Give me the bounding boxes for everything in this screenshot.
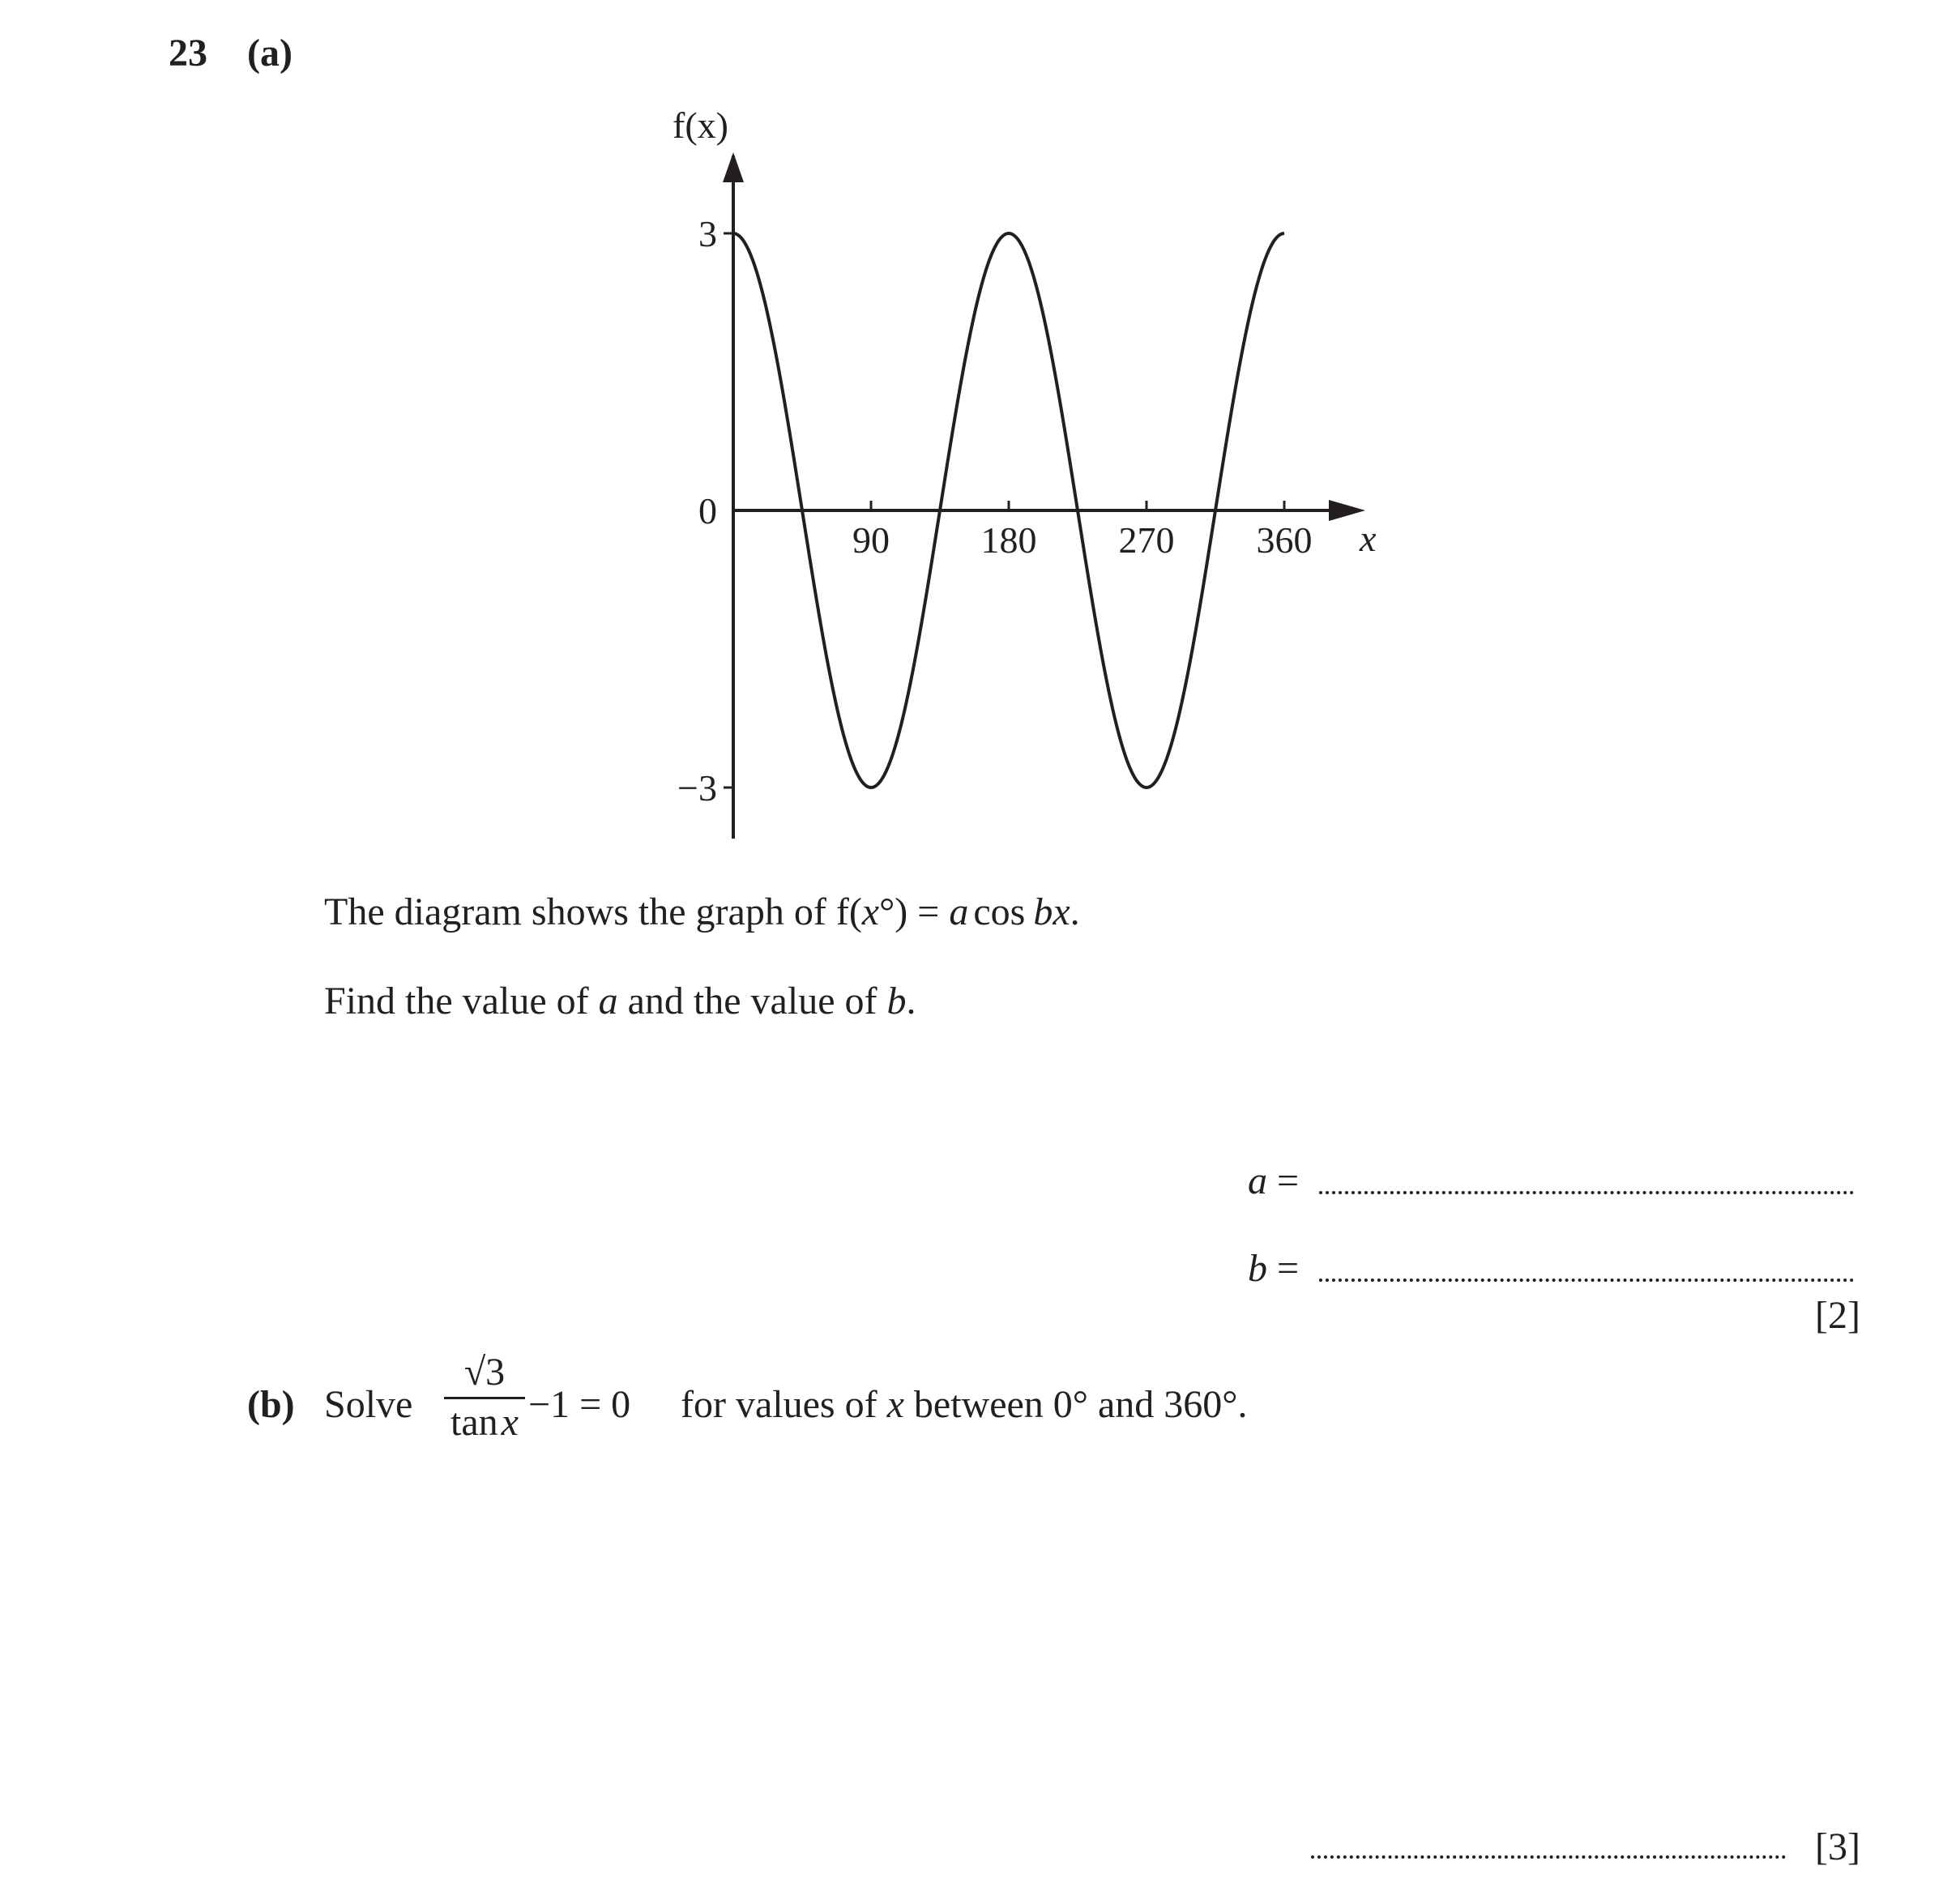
fraction-numerator: √3 xyxy=(444,1350,525,1399)
cosine-graph xyxy=(632,105,1410,859)
answer-b-equals: = xyxy=(1277,1247,1300,1290)
answer-a-label xyxy=(1248,1159,1299,1203)
statement-cos: cos xyxy=(973,890,1026,933)
instruction-a: a xyxy=(598,980,618,1022)
statement-a: a xyxy=(949,890,969,933)
answer-b-var: b xyxy=(1248,1247,1267,1290)
answer-b-line[interactable] xyxy=(1319,1279,1854,1282)
answer-a-equals: = xyxy=(1277,1159,1300,1202)
part-b-solve: Solve xyxy=(324,1383,413,1426)
axes xyxy=(723,152,1365,839)
instruction-prefix: Find the value of xyxy=(324,980,599,1022)
condition-prefix: for values of xyxy=(681,1383,887,1426)
instruction-b: b xyxy=(886,980,907,1022)
condition-var: x xyxy=(886,1383,904,1426)
part-a-label: (a) xyxy=(247,32,293,75)
answer-a-var: a xyxy=(1248,1159,1267,1202)
part-b-marks: [3] xyxy=(1815,1825,1860,1868)
statement-prefix: The diagram shows the graph of f( xyxy=(324,890,862,933)
part-a-marks: [2] xyxy=(1815,1294,1860,1337)
answer-a-line[interactable] xyxy=(1319,1191,1854,1194)
x-axis-label: x xyxy=(1360,518,1377,559)
y-tick-label-1: 0 xyxy=(698,490,717,532)
answer-b-label xyxy=(1248,1246,1299,1291)
condition-suffix: between 0° and 360°. xyxy=(903,1383,1248,1426)
x-tick-label-90: 90 xyxy=(852,519,890,561)
part-a-statement xyxy=(324,890,1080,934)
y-tick-label-2: −3 xyxy=(677,767,717,809)
part-b-condition xyxy=(681,1382,1248,1427)
fraction xyxy=(444,1350,525,1446)
x-tick-label-270: 270 xyxy=(1118,519,1175,561)
x-tick-label-360: 360 xyxy=(1256,519,1313,561)
x-tick-label-180: 180 xyxy=(980,519,1037,561)
denominator-x: x xyxy=(501,1401,519,1444)
y-axis-arrowhead xyxy=(723,152,744,182)
denominator-tan: tan xyxy=(451,1401,498,1444)
fraction-denominator xyxy=(444,1399,525,1446)
statement-mid: °) = xyxy=(879,890,950,933)
equation-rest: −1 = 0 xyxy=(528,1383,631,1426)
part-b-label: (b) xyxy=(247,1383,295,1426)
question-number: 23 xyxy=(169,32,207,75)
axis-labels xyxy=(673,105,1377,809)
statement-end: . xyxy=(1070,890,1080,933)
statement-bx: bx xyxy=(1033,890,1070,933)
instruction-end: . xyxy=(906,980,916,1022)
answer-b-part-line[interactable] xyxy=(1311,1855,1786,1859)
part-a-instruction xyxy=(324,979,916,1023)
statement-var: x xyxy=(861,890,880,933)
instruction-mid: and the value of xyxy=(617,980,887,1022)
y-axis-label: f(x) xyxy=(673,105,728,146)
y-tick-label-0: 3 xyxy=(698,213,717,254)
